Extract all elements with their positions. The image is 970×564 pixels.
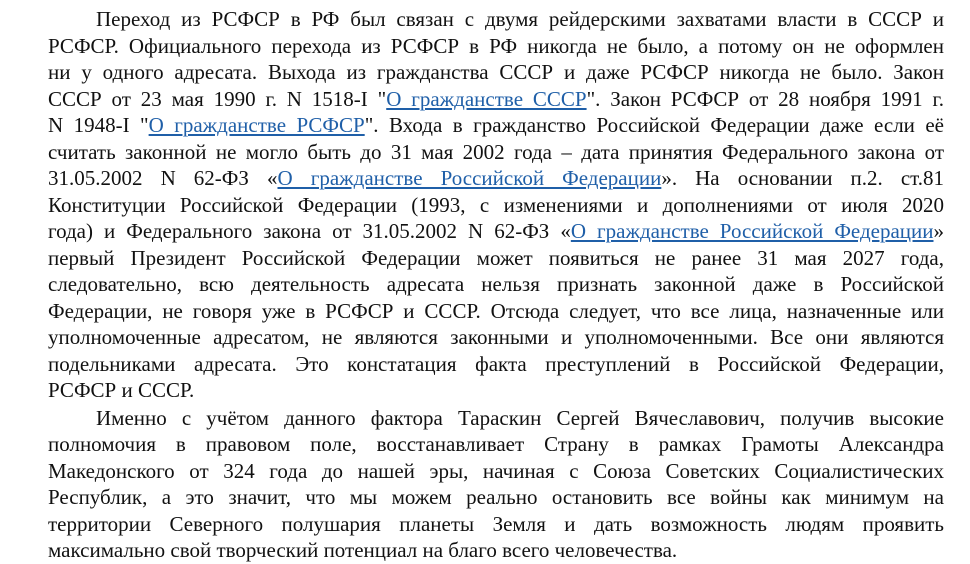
document-body: [48, 6, 944, 564]
text-line: ни у одного адресата. Выхода из гражданства СССР и даже РСФСР никогда не было. Закон: [48, 60, 944, 84]
text-line: РСФСР. Официального перехода из РСФСР в РФ никогда не было, а потому он не оформлен: [48, 33, 944, 58]
text-line: [48, 218, 944, 245]
text-line: Македонского от 324 года до нашей эры, начиная с Союза Советских Социалистических: [48, 458, 944, 483]
text-line: Республик, а это значит, что мы можем реально остановить все войны как минимум на: [48, 485, 944, 509]
text-line: считать законной не могло быть до 31 мая 2002 года – дата принятия Федерального закона от: [48, 139, 944, 164]
text-line: Федерации, не говоря уже в РСФСР и СССР. Отсюда следует, что все лица, назначенные или: [48, 298, 944, 323]
link-rf-citizenship-law[interactable]: О гражданстве Российской Федерации: [277, 166, 662, 190]
link-rsfsr-citizenship-law[interactable]: О гражданстве РСФСР: [148, 113, 365, 137]
text-line: [48, 165, 944, 192]
text-fragment: ". Входа в гражданство Российской Федерации даже если её: [364, 113, 944, 137]
text-line: [48, 112, 944, 139]
text-fragment: ». На основании п.2. ст.81: [661, 166, 944, 190]
text-line: подельниками адресата. Это констатация факта преступлений в Российской Федерации,: [48, 351, 944, 376]
paragraph-2: [48, 405, 944, 564]
text-fragment: N 1948-I ": [48, 113, 149, 137]
text-line: Переход из РСФСР в РФ был связан с двумя рейдерскими захватами власти в СССР и: [96, 7, 944, 31]
text-line: уполномоченные адресатом, не являются законными и уполномоченными. Все они являются: [48, 325, 944, 349]
text-line: РСФСР и СССР.: [48, 378, 195, 402]
text-line: Именно с учётом данного фактора Тараскин Сергей Вячеславович, получив высокие: [96, 405, 944, 430]
link-ussr-citizenship-law[interactable]: О гражданстве СССР: [386, 86, 587, 111]
text-line: территории Северного полушария планеты Земля и дать возможность людям проявить: [48, 511, 944, 536]
text-fragment: ". Закон РСФСР от 28 ноября 1991 г.: [586, 86, 944, 111]
link-rf-citizenship-law-2[interactable]: О гражданстве Российской Федерации: [570, 219, 934, 243]
text-fragment: 31.05.2002 N 62-ФЗ «: [48, 166, 278, 190]
text-line: Конституции Российской Федерации (1993, с изменениями и дополнениями от июля 2020: [48, 192, 944, 217]
text-line: следовательно, всю деятельность адресата нельзя признать законной даже в Российской: [48, 272, 944, 296]
text-fragment: »: [933, 219, 944, 243]
text-fragment: года) и Федерального закона от 31.05.2002 N 62-ФЗ «: [48, 219, 571, 243]
text-fragment: СССР от 23 мая 1990 г. N 1518-I ": [48, 86, 387, 111]
paragraph-1: [48, 6, 944, 404]
text-line: максимально свой творческий потенциал на благо всего человечества.: [48, 538, 678, 562]
text-line: первый Президент Российской Федерации может появиться не ранее 31 мая 2027 года,: [48, 245, 944, 270]
text-line: [48, 86, 944, 113]
text-line: полномочия в правовом поле, восстанавливает Страну в рамках Грамоты Александра: [48, 432, 944, 456]
